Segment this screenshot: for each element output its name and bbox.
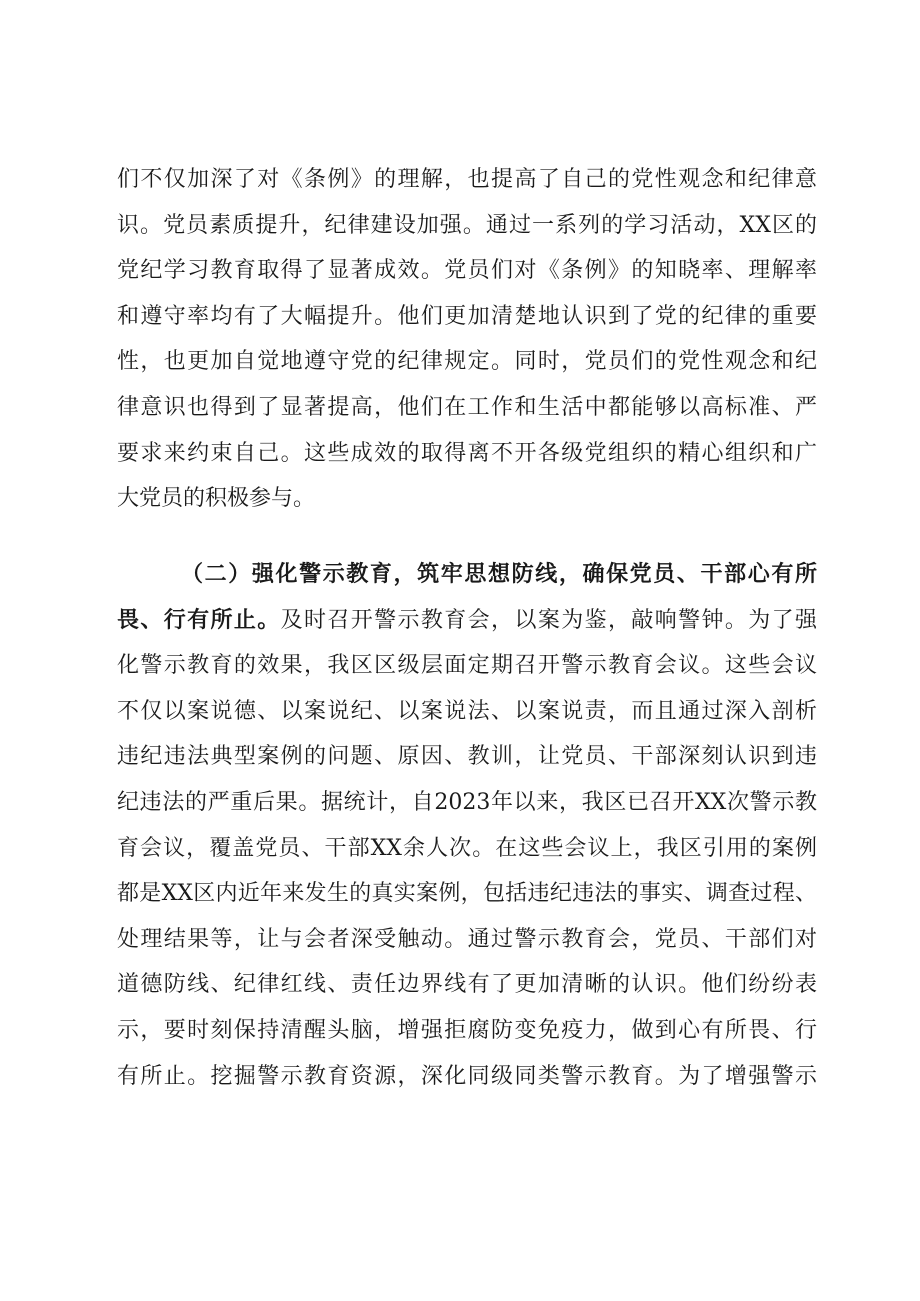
paragraph-line: 有所止。挖掘警示教育资源，深化同级同类警示教育。为了增强警示 bbox=[117, 1063, 817, 1089]
paragraph-line: 性，也更加自觉地遵守党的纪律规定。同时，党员们的党性观念和纪 bbox=[117, 349, 817, 375]
section-heading-continued bbox=[117, 598, 817, 644]
paragraph-line: 和遵守率均有了大幅提升。他们更加清楚地认识到了党的纪律的重要 bbox=[117, 303, 817, 329]
paragraph-line: 党纪学习教育取得了显著成效。党员们对《条例》的知晓率、理解率 bbox=[117, 258, 817, 284]
paragraph-line: 识。党员素质提升，纪律建设加强。通过一系列的学习活动，XX区的 bbox=[117, 212, 817, 238]
paragraph-line: 化警示教育的效果，我区区级层面定期召开警示教育会议。这些会议 bbox=[117, 653, 817, 679]
paragraph-line: 纪违法的严重后果。据统计，自2023年以来，我区已召开XX次警示教 bbox=[117, 789, 817, 815]
paragraph-line: 大党员的积极参与。 bbox=[117, 486, 316, 512]
paragraph-line: 道德防线、纪律红线、责任边界线有了更加清晰的认识。他们纷纷表 bbox=[117, 972, 817, 998]
section-heading: （二）强化警示教育，筑牢思想防线，确保党员、干部心有所 bbox=[181, 561, 817, 587]
paragraph-line: 违纪违法典型案例的问题、原因、教训，让党员、干部深刻认识到违 bbox=[117, 744, 817, 770]
paragraph-line: 们不仅加深了对《条例》的理解，也提高了自己的党性观念和纪律意 bbox=[117, 167, 817, 192]
section-heading-end: 畏、行有所止。 bbox=[117, 606, 281, 633]
paragraph-line: 育会议，覆盖党员、干部XX余人次。在这些会议上，我区引用的案例 bbox=[117, 835, 817, 861]
paragraph-line: 要求来约束自己。这些成效的取得离不开各级党组织的精心组织和广 bbox=[117, 440, 817, 466]
paragraph-line: 示，要时刻保持清醒头脑，增强拒腐防变免疫力，做到心有所畏、行 bbox=[117, 1017, 817, 1043]
paragraph-line: 律意识也得到了显著提高，他们在工作和生活中都能够以高标准、严 bbox=[117, 394, 817, 420]
paragraph-2 bbox=[117, 552, 817, 1099]
paragraph-line: 处理结果等，让与会者深受触动。通过警示教育会，党员、干部们对 bbox=[117, 926, 817, 952]
paragraph-line: 不仅以案说德、以案说纪、以案说法、以案说责，而且通过深入剖析 bbox=[117, 698, 817, 724]
paragraph-line-start: 及时召开警示教育会，以案为鉴，敲响警钟。为了强 bbox=[280, 607, 817, 633]
paragraph-line: 都是XX区内近年来发生的真实案例，包括违纪违法的事实、调查过程、 bbox=[117, 881, 817, 907]
paragraph-1 bbox=[117, 157, 817, 522]
